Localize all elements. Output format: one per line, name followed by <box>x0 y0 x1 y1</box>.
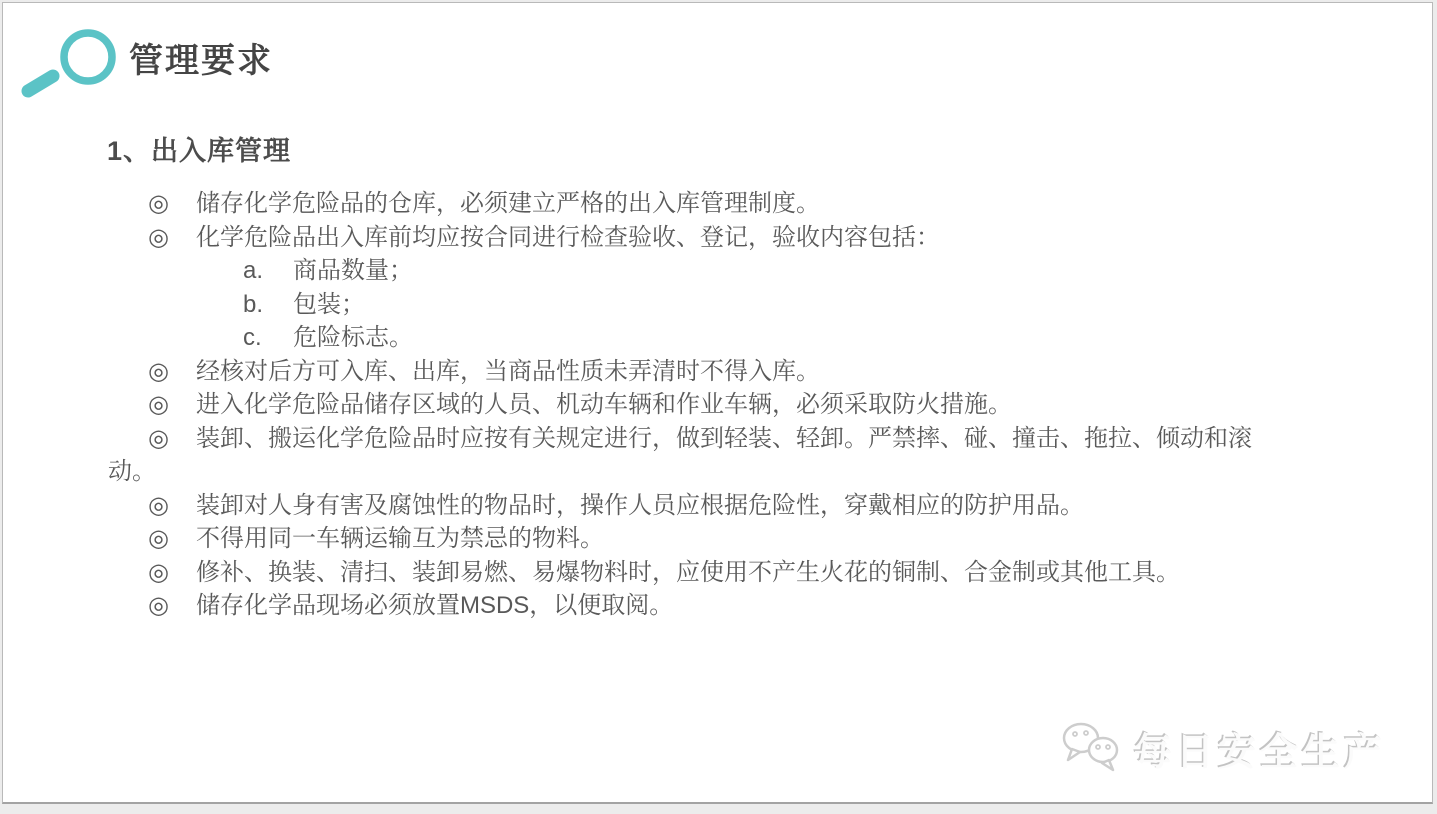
list-item <box>108 422 1273 489</box>
bullet-marker: ◎ <box>148 592 169 619</box>
bullet-marker: ◎ <box>148 525 169 552</box>
sub-list-item <box>108 254 1273 288</box>
list-item <box>108 522 1273 556</box>
list-item <box>108 556 1273 590</box>
bullet-marker: ◎ <box>148 558 169 586</box>
bullet-marker: ◎ <box>148 391 169 418</box>
bullet-marker: ◎ <box>148 223 169 251</box>
sub-item-text: 包装； <box>293 290 365 318</box>
list-item <box>108 221 1273 255</box>
sub-item-text: 商品数量； <box>293 257 413 284</box>
bullet-list <box>108 187 1273 623</box>
list-item-text: 装卸、搬运化学危险品时应按有关规定进行，做到轻装、轻卸。严禁摔、碰、撞击、拖拉、倾动和滚动。 <box>108 424 1252 485</box>
wechat-icon <box>1060 720 1124 776</box>
list-item <box>108 589 1273 623</box>
bullet-marker: ◎ <box>148 424 169 452</box>
list-item-text: 不得用同一车辆运输互为禁忌的物料。 <box>195 525 604 552</box>
bullet-marker: ◎ <box>148 190 169 217</box>
magnifier-icon <box>9 11 119 106</box>
list-item-text: 经核对后方可入库、出库，当商品性质未弄清时不得入库。 <box>195 357 820 385</box>
sub-item-label: a. <box>243 257 264 284</box>
sub-item-text: 危险标志。 <box>293 324 413 351</box>
list-item <box>108 388 1273 422</box>
bullet-marker: ◎ <box>148 491 169 519</box>
list-item <box>108 355 1273 389</box>
page-title: 管理要求 <box>129 42 273 80</box>
sub-item-label: b. <box>243 290 264 318</box>
list-item <box>108 489 1273 523</box>
list-item <box>108 187 1273 221</box>
sub-item-label: c. <box>243 324 262 351</box>
section-title: 1、出入库管理 <box>107 136 292 166</box>
header <box>3 3 1432 113</box>
watermark <box>1060 720 1386 776</box>
list-item-text: 储存化学品现场必须放置MSDS，以便取阅。 <box>195 592 674 619</box>
sub-list-item <box>108 288 1273 322</box>
list-item-text: 装卸对人身有害及腐蚀性的物品时，操作人员应根据危险性，穿戴相应的防护用品。 <box>195 491 1084 519</box>
bullet-marker: ◎ <box>148 357 169 385</box>
list-item-text: 进入化学危险品储存区域的人员、机动车辆和作业车辆，必须采取防火措施。 <box>195 391 1012 418</box>
list-item-text: 化学危险品出入库前均应按合同进行检查验收、登记，验收内容包括： <box>195 223 940 251</box>
list-item-text: 修补、换装、清扫、装卸易燃、易爆物料时，应使用不产生火花的铜制、合金制或其他工具。 <box>195 558 1180 586</box>
sub-list-item <box>108 321 1273 355</box>
watermark-text: 每日安全生产 <box>1133 731 1386 774</box>
list-item-text: 储存化学危险品的仓库，必须建立严格的出入库管理制度。 <box>195 190 820 217</box>
slide <box>2 2 1433 804</box>
